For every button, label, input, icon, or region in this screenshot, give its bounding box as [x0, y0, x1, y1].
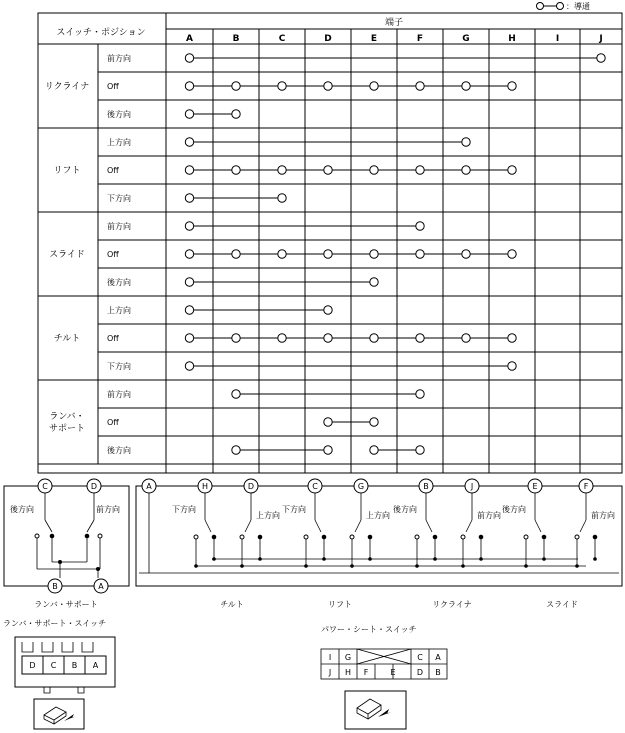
contact — [258, 535, 263, 540]
contact — [524, 535, 528, 539]
contact — [575, 535, 579, 539]
terminal-label: A — [146, 482, 152, 491]
terminal-d — [244, 479, 258, 493]
continuity-point-a — [185, 278, 193, 286]
contact — [85, 534, 90, 539]
pin-row — [22, 656, 106, 674]
switch-blade — [245, 520, 251, 532]
group-3-position: 前方向 — [107, 222, 131, 231]
power-circuit-box — [136, 486, 622, 586]
contact — [50, 534, 55, 539]
group-3-name: スライド — [49, 250, 85, 260]
continuity-point-d — [324, 418, 332, 426]
terminal-f — [579, 479, 593, 493]
group-4-name: チルト — [53, 334, 81, 344]
terminal-j — [465, 479, 479, 493]
switch-blade — [580, 520, 586, 532]
contact — [98, 534, 102, 538]
pin-label-d: D — [416, 668, 424, 677]
circuit-caption: リフト — [328, 600, 352, 609]
continuity-point-h — [508, 362, 516, 370]
continuity-point-a — [185, 194, 193, 202]
junction-dot — [350, 564, 354, 568]
pin-label-g: G — [344, 653, 352, 662]
terminal-label-a: A — [186, 34, 193, 44]
continuity-point-c — [278, 82, 286, 90]
contact — [461, 535, 465, 539]
junction-dot — [304, 564, 308, 568]
group-3-position: Off — [107, 250, 119, 259]
terminal-label-b: B — [232, 34, 240, 44]
continuity-point-c — [278, 166, 286, 174]
pin-label-f: F — [363, 668, 369, 677]
group-2-position: 下方向 — [107, 194, 131, 203]
contact — [194, 535, 198, 539]
terminal-a — [94, 579, 108, 593]
group-5-position: 後方向 — [107, 446, 131, 455]
group-4-position: 下方向 — [107, 362, 131, 371]
continuity-point-c — [278, 194, 286, 202]
direction-label: 後方向 — [393, 505, 417, 514]
junction-dot — [593, 557, 597, 561]
pin-label-a: A — [92, 661, 99, 670]
continuity-point-a — [185, 362, 193, 370]
group-5-name: ランバ・ — [49, 412, 85, 422]
continuity-point-e — [370, 334, 378, 342]
lumbar-rear-label: 後方向 — [10, 505, 34, 514]
contact — [415, 535, 419, 539]
continuity-point-d — [324, 306, 332, 314]
direction-label: 下方向 — [172, 505, 196, 514]
terminal-label-j: J — [599, 34, 603, 44]
terminal-h — [198, 479, 212, 493]
junction-dot — [258, 557, 262, 561]
pin-label-e: E — [390, 668, 396, 677]
continuity-point-g — [462, 334, 470, 342]
group-4-position: 上方向 — [107, 306, 131, 315]
connector-latch — [44, 687, 84, 693]
junction-dot — [461, 564, 465, 568]
group-5-position: 前方向 — [107, 390, 131, 399]
continuity-point-b — [232, 166, 240, 174]
junction-dot — [240, 564, 244, 568]
group-2-position: Off — [107, 166, 119, 175]
terminal-e — [528, 479, 542, 493]
junction-dot — [194, 564, 198, 568]
terminal-label-i: I — [555, 34, 560, 44]
continuity-point-b — [232, 446, 240, 454]
continuity-point-h — [508, 82, 516, 90]
continuity-point-b — [232, 82, 240, 90]
terminal-a — [142, 479, 156, 493]
continuity-point-h — [508, 250, 516, 258]
continuity-table — [38, 13, 622, 473]
legend — [537, 1, 591, 11]
power-connector — [321, 625, 447, 729]
continuity-point-e — [370, 278, 378, 286]
legend-label: ：導通 — [566, 2, 590, 11]
contact — [322, 535, 327, 540]
circuit-caption: チルト — [220, 600, 244, 609]
pin-label-i: I — [328, 653, 332, 662]
switch-blade — [315, 520, 321, 532]
switch-blade — [205, 520, 211, 532]
contact — [542, 535, 547, 540]
switch-blade — [355, 520, 361, 532]
connector-view-icon — [345, 691, 406, 729]
continuity-point-c — [278, 250, 286, 258]
continuity-point-e — [370, 250, 378, 258]
direction-label: 上方向 — [366, 511, 390, 520]
terminal-label-f: F — [416, 34, 424, 44]
pin-label-c: C — [417, 653, 423, 662]
lumbar-circuit-box — [4, 486, 129, 586]
continuity-point-d — [324, 334, 332, 342]
connector-lock-tabs — [22, 642, 93, 652]
junction-dot — [58, 560, 62, 564]
continuity-point-e — [370, 82, 378, 90]
switch-blade — [466, 520, 472, 532]
continuity-point-a — [185, 222, 193, 230]
continuity-point-a — [185, 334, 193, 342]
legend-circle-right — [557, 3, 564, 10]
svg-text:D: D — [90, 482, 98, 491]
group-5-position: Off — [107, 418, 119, 427]
group-1-position: 前方向 — [107, 54, 131, 63]
terminal-b — [419, 479, 433, 493]
continuity-point-d — [324, 250, 332, 258]
group-1-position: Off — [107, 82, 119, 91]
terminal-d — [87, 479, 101, 493]
continuity-point-a — [185, 166, 193, 174]
continuity-point-f — [416, 250, 424, 258]
terminal-label-c: C — [278, 34, 286, 44]
lumbar-caption: ランバ・サポート — [34, 600, 98, 609]
continuity-point-b — [232, 110, 240, 118]
continuity-point-g — [462, 166, 470, 174]
continuity-point-a — [185, 54, 193, 62]
contact — [350, 535, 354, 539]
switch-blade — [535, 520, 541, 532]
lumbar-front-label: 前方向 — [96, 505, 120, 514]
lumbar-support-circuit — [4, 479, 129, 609]
continuity-point-a — [185, 82, 193, 90]
switch-blade — [87, 520, 94, 532]
continuity-point-b — [232, 250, 240, 258]
continuity-point-d — [324, 166, 332, 174]
junction-dot — [542, 557, 546, 561]
arrow-icon — [378, 709, 391, 717]
continuity-point-h — [508, 166, 516, 174]
corner-header: スイッチ・ポジション — [56, 28, 146, 38]
lumbar-connector — [3, 619, 115, 729]
continuity-point-b — [232, 390, 240, 398]
terminal-label: C — [312, 482, 318, 491]
contact — [433, 535, 438, 540]
pin-grid — [321, 649, 447, 679]
terminal-label: F — [583, 482, 589, 491]
terminal-label: G — [357, 482, 365, 491]
contact — [593, 535, 598, 540]
legend-circle-left — [537, 3, 544, 10]
continuity-point-f — [416, 166, 424, 174]
junction-dot — [575, 564, 579, 568]
direction-label: 前方向 — [591, 511, 615, 520]
svg-text:A: A — [98, 582, 104, 591]
connector-view-icon — [34, 699, 84, 729]
continuity-point-f — [416, 82, 424, 90]
connector-symbol — [357, 699, 381, 719]
terminal-b — [48, 579, 62, 593]
pin-label-j: J — [328, 668, 332, 677]
continuity-point-e — [370, 446, 378, 454]
contact — [212, 535, 217, 540]
terminal-c — [308, 479, 322, 493]
junction-dot — [415, 564, 419, 568]
terminal-label-d: D — [324, 34, 332, 44]
terminal-label: J — [470, 482, 474, 491]
junction-dot — [433, 557, 437, 561]
group-2-name: リフト — [53, 166, 81, 176]
continuity-point-g — [462, 250, 470, 258]
junction-dot — [368, 557, 372, 561]
switch-blade — [45, 520, 52, 532]
contact — [479, 535, 484, 540]
continuity-point-e — [370, 166, 378, 174]
terminal-header: 端子 — [384, 18, 404, 28]
continuity-point-a — [185, 250, 193, 258]
power-seat-circuit — [136, 479, 622, 609]
continuity-point-f — [416, 390, 424, 398]
terminal-label-e: E — [370, 34, 378, 44]
svg-text:B: B — [52, 582, 58, 591]
switch-blade — [426, 520, 432, 532]
continuity-point-f — [416, 446, 424, 454]
terminal-c — [38, 479, 52, 493]
continuity-point-h — [508, 334, 516, 342]
pin-label-d: D — [29, 661, 36, 670]
contact — [304, 535, 308, 539]
pin-label-a: A — [435, 653, 441, 662]
contact — [240, 535, 244, 539]
table-body — [38, 13, 622, 473]
group-4-position: Off — [107, 334, 119, 343]
continuity-point-a — [185, 110, 193, 118]
terminal-label-h: H — [508, 34, 516, 44]
terminal-label: D — [247, 482, 255, 491]
group-3-position: 後方向 — [107, 278, 131, 287]
junction-dot — [212, 557, 216, 561]
direction-label: 上方向 — [256, 511, 280, 520]
continuity-point-g — [462, 82, 470, 90]
continuity-point-g — [462, 138, 470, 146]
power-connector-title: パワー・シート・スイッチ — [321, 625, 417, 634]
terminal-label: B — [423, 482, 429, 491]
direction-label: 後方向 — [502, 505, 526, 514]
continuity-point-a — [185, 306, 193, 314]
junction-dot — [96, 567, 100, 571]
contact — [35, 534, 39, 538]
circuit-caption: スライド — [546, 600, 578, 609]
svg-text:C: C — [42, 482, 48, 491]
connector-symbol — [44, 707, 66, 724]
continuity-point-j — [597, 54, 605, 62]
terminal-label: H — [201, 482, 209, 491]
group-2-position: 上方向 — [107, 138, 131, 147]
continuity-point-b — [232, 334, 240, 342]
direction-label: 下方向 — [282, 505, 306, 514]
pin-label-c: C — [50, 661, 57, 670]
terminal-label: E — [532, 482, 538, 491]
pin-label-b: B — [71, 661, 78, 670]
pin-label-b: B — [435, 668, 441, 677]
continuity-point-f — [416, 222, 424, 230]
terminal-label-g: G — [462, 34, 470, 44]
continuity-point-e — [370, 418, 378, 426]
group-1-name: リクライナ — [44, 82, 90, 92]
junction-dot — [479, 557, 483, 561]
junction-dot — [322, 557, 326, 561]
continuity-point-d — [324, 446, 332, 454]
circuit-caption: リクライナ — [432, 600, 472, 609]
pin-label-h: H — [344, 668, 352, 677]
group-1-position: 後方向 — [107, 110, 131, 119]
direction-label: 前方向 — [477, 511, 501, 520]
continuity-point-f — [416, 334, 424, 342]
terminal-g — [354, 479, 368, 493]
power-circuit-body — [139, 479, 619, 609]
group-5-name: サポート — [48, 424, 86, 434]
continuity-point-a — [185, 138, 193, 146]
contact — [368, 535, 373, 540]
continuity-point-d — [324, 82, 332, 90]
lumbar-connector-title: ランバ・サポート・スイッチ — [3, 619, 107, 628]
junction-dot — [524, 564, 528, 568]
continuity-point-c — [278, 334, 286, 342]
